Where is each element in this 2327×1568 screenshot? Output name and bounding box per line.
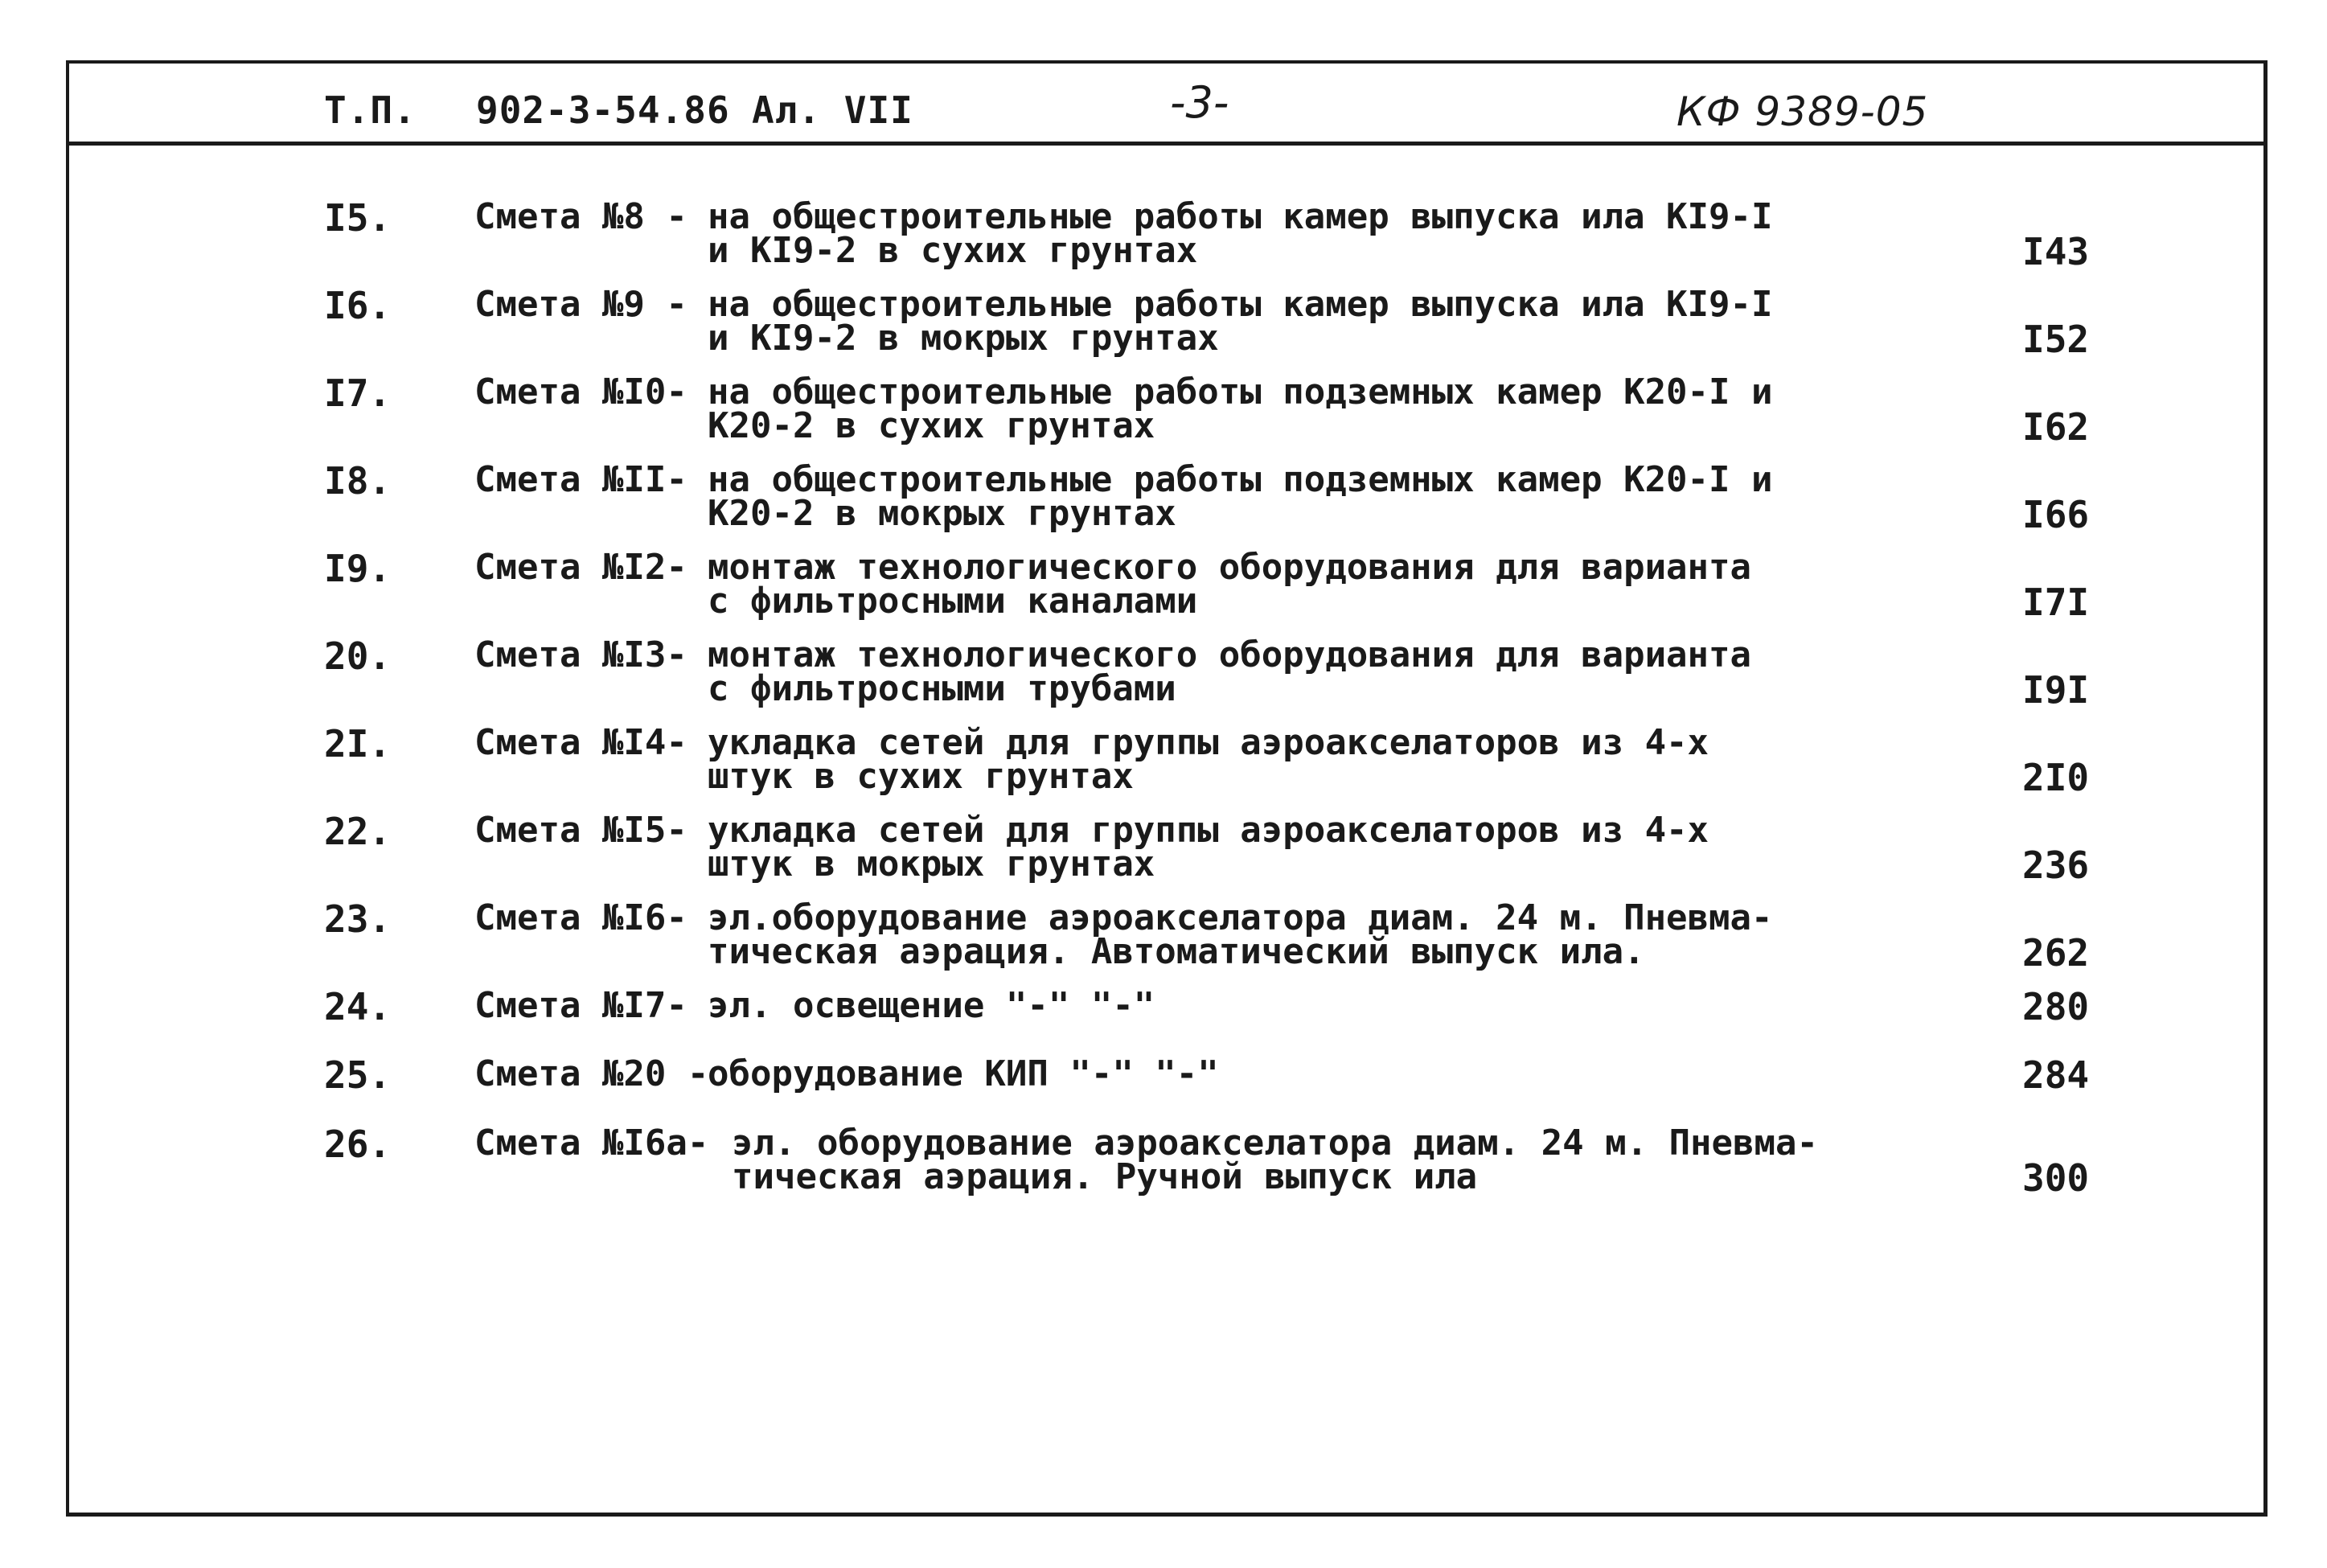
item-title-line1: эл. освещение "-" "-" [708, 985, 1155, 1026]
series-label: Т.П. [324, 88, 417, 132]
item-title-line1: укладка сетей для группы аэроакселаторов из 4-х [708, 810, 1709, 851]
list-item [0, 196, 2327, 277]
list-item [0, 897, 2327, 978]
item-number: 23. [324, 897, 392, 941]
item-number: 24. [324, 985, 392, 1028]
item-label: Смета №I7- [474, 985, 687, 1026]
item-label: Смета №20 - [474, 1053, 709, 1094]
item-label: Смета №8 - [474, 196, 687, 237]
album-label: Ал. VII [752, 88, 913, 132]
list-item [0, 547, 2327, 627]
list-item [0, 634, 2327, 715]
item-page: 284 [2022, 1053, 2090, 1097]
list-item [0, 1123, 2327, 1203]
item-label: Смета №I0- [474, 371, 687, 413]
item-page: 280 [2022, 985, 2090, 1028]
project-code: 902-3-54.86 [476, 88, 730, 132]
item-number: I8. [324, 459, 392, 503]
item-page: I62 [2022, 405, 2090, 449]
list-item [0, 1053, 2327, 1134]
item-number: I5. [324, 196, 392, 240]
list-item [0, 810, 2327, 890]
item-label: Смета №9 - [474, 284, 687, 325]
list-item [0, 722, 2327, 802]
item-number: I9. [324, 547, 392, 590]
item-label: Смета №II- [474, 459, 687, 500]
item-label: Смета №I6- [474, 897, 687, 938]
item-number: 22. [324, 810, 392, 853]
item-page: I66 [2022, 493, 2090, 536]
item-title-line2: и КI9-2 в мокрых грунтах [708, 318, 1219, 359]
item-title-line1: укладка сетей для группы аэроакселаторов из 4-х [708, 722, 1709, 763]
item-page: 2I0 [2022, 756, 2090, 799]
page-number: -3- [1170, 77, 1229, 128]
item-title-line1: монтаж технологического оборудования для варианта [708, 634, 1752, 675]
item-title-line1: эл. оборудование аэроакселатора диам. 24 м. Пневма- [732, 1123, 1819, 1164]
item-title-line2: К20-2 в мокрых грунтах [708, 493, 1176, 534]
item-page: I52 [2022, 318, 2090, 361]
item-title-line2: тическая аэрация. Ручной выпуск ила [732, 1156, 1478, 1197]
item-page: 262 [2022, 931, 2090, 975]
header-divider [66, 142, 2267, 146]
document-code: КФ 9389-05 [1677, 88, 1929, 135]
item-label: Смета №I5- [474, 810, 687, 851]
item-number: 25. [324, 1053, 392, 1097]
item-page: I9I [2022, 668, 2090, 712]
item-title-line2: и КI9-2 в сухих грунтах [708, 230, 1198, 271]
item-title-line2: штук в сухих грунтах [708, 756, 1134, 797]
item-number: 26. [324, 1123, 392, 1166]
item-title-line2: с фильтросными трубами [708, 668, 1176, 709]
item-label: Смета №I4- [474, 722, 687, 763]
item-number: I6. [324, 284, 392, 327]
item-page: 300 [2022, 1156, 2090, 1200]
item-title-line1: на общестроительные работы камер выпуска ила КI9-I [708, 196, 1773, 237]
list-item [0, 284, 2327, 364]
list-item [0, 371, 2327, 452]
item-title-line1: на общестроительные работы подземных камер К20-I и [708, 371, 1773, 413]
item-title-line2: тическая аэрация. Автоматический выпуск ила. [708, 931, 1645, 972]
item-title-line2: с фильтросными каналами [708, 581, 1198, 622]
item-title-line2: штук в мокрых грунтах [708, 844, 1155, 885]
item-title-line2: К20-2 в сухих грунтах [708, 405, 1155, 446]
item-number: 2I. [324, 722, 392, 766]
list-item [0, 459, 2327, 540]
item-number: I7. [324, 371, 392, 415]
item-label: Смета №I6а- [474, 1123, 709, 1164]
item-title-line1: оборудование КИП "-" "-" [708, 1053, 1219, 1094]
item-page: I7I [2022, 581, 2090, 624]
item-title-line1: эл.оборудование аэроакселатора диам. 24 м. Пневма- [708, 897, 1773, 938]
item-label: Смета №I3- [474, 634, 687, 675]
item-number: 20. [324, 634, 392, 678]
item-title-line1: монтаж технологического оборудования для варианта [708, 547, 1752, 588]
item-title-line1: на общестроительные работы подземных камер К20-I и [708, 459, 1773, 500]
item-label: Смета №I2- [474, 547, 687, 588]
item-title-line1: на общестроительные работы камер выпуска ила КI9-I [708, 284, 1773, 325]
item-page: 236 [2022, 844, 2090, 887]
item-page: I43 [2022, 230, 2090, 273]
